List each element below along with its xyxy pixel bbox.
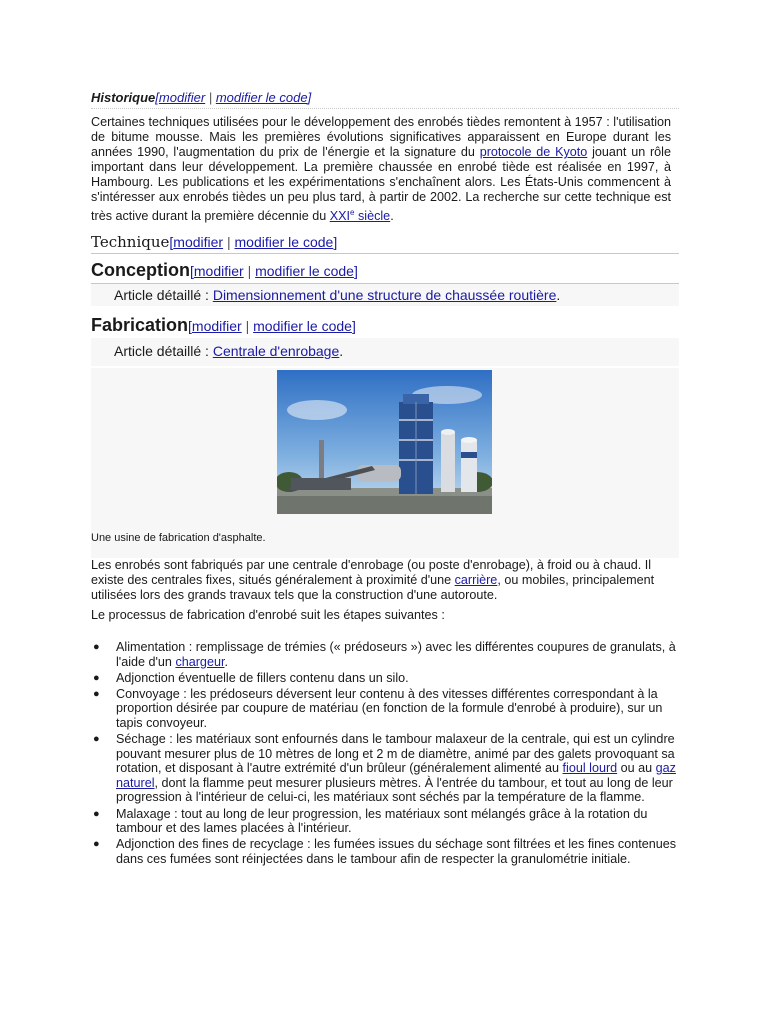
xxie-siecle-link[interactable]: XXIe siècle	[329, 208, 391, 224]
fabrication-modifier-code-link[interactable]: modifier le code	[253, 318, 352, 334]
list-item: ● Malaxage : tout au long de leur progression, les matériaux sont mélangés grâce à la rotation du tambour et des lames placées à l'intérieur.	[93, 806, 648, 836]
conception-modifier-code-link[interactable]: modifier le code	[255, 263, 354, 279]
fabrication-title: Fabrication	[91, 315, 189, 335]
chargeur-link[interactable]: chargeur	[175, 654, 225, 669]
technique-modifier-code-link[interactable]: modifier le code	[234, 234, 334, 250]
historique-modifier-link[interactable]: modifier	[158, 90, 206, 105]
technique-heading	[91, 232, 679, 254]
conception-heading	[91, 259, 679, 284]
protocole-kyoto-link[interactable]: protocole de Kyoto	[479, 145, 588, 159]
conception-title: Conception	[91, 260, 190, 280]
historique-heading	[91, 90, 679, 109]
list-item: ● Séchage : les matériaux sont enfournés dans le tambour malaxeur de la centrale, qui est un cylindre pouvant mesurer plus de 10 mètres de long et 2 m de diamètre, animé par des galets provoquant sa rotation, et disposant à l'autre extrémité d'un brûleur (généralement alimenté au fioul lourd ou au gaz naturel, dont la flamme peut mesurer plusieurs mètres. À l'entrée du tambour, et tout au long de leur progression à l'intérieur de celui-ci, les matériaux sont séchés par la température de la flamme.	[93, 732, 676, 805]
bullet-icon: ●	[93, 687, 100, 700]
bullet-icon: ●	[93, 671, 100, 684]
list-item: ● Convoyage : les prédoseurs déversent leur contenu à des vitesses différentes correspondant à la proportion désirée par coupure de matériau (en fonction de la formule d'enrobé à produire), sur un tapis convoyeur.	[93, 686, 663, 730]
conception-modifier-link[interactable]: modifier	[193, 263, 244, 279]
historique-edit-links: [modifier | modifier le code]	[155, 90, 312, 105]
bullet-icon: ●	[93, 807, 100, 820]
fabrication-paragraph-1: Les enrobés sont fabriqués par une centrale d'enrobage (ou poste d'enrobage), à froid ou à chaud. Il existe des centrales fixes, situés généralement à proximité d'une carrière, ou mobiles, principalement utilisées lors des grands travaux tels que la construction d'une autoroute.	[91, 558, 655, 602]
gaz-naturel-link[interactable]: gaz naturel	[116, 761, 676, 790]
figure-asphalt-plant	[91, 368, 679, 558]
list-item: ● Adjonction des fines de recyclage : les fumées issues du séchage sont filtrées et les fines contenues dans ces fumées sont réinjectées dans le tambour afin de respecter la granulométrie initiale.	[93, 837, 677, 866]
asphalt-plant-photo[interactable]	[277, 370, 492, 514]
technique-title: Technique	[91, 233, 170, 251]
centrale-enrobage-link[interactable]: Centrale d'enrobage	[212, 343, 340, 359]
list-item: ● Alimentation : remplissage de trémies (« prédoseurs ») avec les différentes coupures de granulats, à l'aide d'un chargeur.	[93, 640, 676, 669]
fabrication-steps-list	[91, 640, 681, 868]
historique-modifier-code-link[interactable]: modifier le code	[215, 90, 308, 105]
fabrication-paragraph-2: Le processus de fabrication d'enrobé suit les étapes suivantes :	[91, 608, 445, 622]
figure-caption: Une usine de fabrication d'asphalte.	[91, 532, 266, 544]
carriere-link[interactable]: carrière	[454, 573, 498, 587]
fabrication-detail-article: Article détaillé : Centrale d'enrobage.	[91, 338, 679, 366]
technique-modifier-link[interactable]: modifier	[173, 234, 224, 250]
bullet-icon: ●	[93, 641, 100, 653]
technique-edit-links: [modifier | modifier le code]	[169, 234, 338, 250]
historique-title: Historique	[91, 90, 156, 105]
fabrication-modifier-link[interactable]: modifier	[191, 318, 242, 334]
bullet-icon: ●	[93, 733, 100, 746]
fioul-lourd-link[interactable]: fioul lourd	[562, 761, 618, 776]
conception-edit-links: [modifier | modifier le code]	[190, 263, 358, 279]
historique-paragraph: Certaines techniques utilisées pour le développement des enrobés tièdes remontent à 1957 : l'utilisation de bitume mousse. Mais les premières évolutions significatives apparaissent en Europe durant les années 1990, l'augmentation du prix de l'énergie et la signature du protocole de Kyoto jouant un rôle important dans leur développement. La première chaussée en enrobé tiède est réalisée en 1997, à Hambourg. Les publications et les expérimentations s'enchaînent alors. Les États-Unis commencent à s'intéresser aux enrobés tièdes un peu plus tard, à partir de 2002. La recherche sur cette technique est très active durant la première décennie du XXIe siècle.	[91, 115, 671, 224]
list-item: ● Adjonction éventuelle de fillers contenu dans un silo.	[93, 670, 409, 685]
conception-detail-article: Article détaillé : Dimensionnement d'une structure de chaussée routière.	[91, 284, 679, 306]
fabrication-heading	[91, 314, 679, 337]
bullet-icon: ●	[93, 838, 100, 851]
fabrication-edit-links: [modifier | modifier le code]	[188, 318, 356, 334]
dimensionnement-link[interactable]: Dimensionnement d'une structure de chaussée routière	[212, 287, 557, 303]
